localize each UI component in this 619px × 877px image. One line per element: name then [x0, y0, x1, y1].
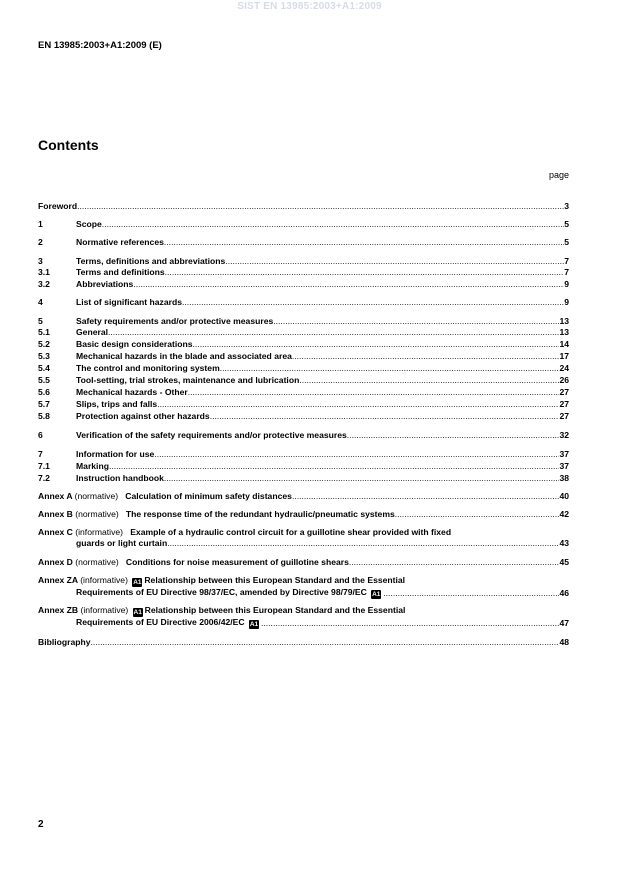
toc-entry-7-2[interactable] [38, 473, 569, 484]
toc-entry-7[interactable] [38, 449, 569, 460]
amendment-end-marker: A1 [372, 591, 381, 598]
toc-title: Normative references [76, 237, 164, 247]
toc-entry-annex-c[interactable] [38, 527, 569, 549]
toc-title: List of significant hazards [76, 297, 183, 307]
toc-title: Slips, trips and falls [76, 399, 158, 409]
toc-title: Foreword [38, 201, 78, 211]
toc-page: 27 [559, 411, 569, 421]
toc-number: 5.4 [38, 363, 50, 373]
annex-label: Annex ZB [38, 605, 79, 615]
toc-entry-5-7[interactable] [38, 399, 569, 410]
toc-entry-foreword[interactable] [38, 201, 569, 212]
amendment-end-marker: A1 [249, 621, 259, 628]
toc-entry-bibliography[interactable] [38, 637, 569, 648]
annex-type: (normative) [75, 557, 119, 567]
toc-title-line-1: Relationship between this European Standard and the Essential [144, 605, 406, 615]
toc-page: 37 [559, 449, 569, 459]
toc-title: Calculation of minimum safety distances [125, 491, 292, 501]
annex-type: (informative) [80, 605, 129, 615]
toc-entry-6[interactable] [38, 430, 569, 441]
toc-number: 5 [38, 316, 43, 326]
toc-title-line-2: guards or light curtain [76, 538, 168, 548]
toc-page: 27 [559, 399, 569, 409]
toc-number: 7 [38, 449, 43, 459]
toc-entry-4[interactable] [38, 297, 569, 308]
toc-page: 5 [564, 219, 569, 229]
toc-number: 4 [38, 297, 43, 307]
toc-page: 14 [559, 339, 569, 349]
annex-label: Annex D [38, 557, 73, 567]
toc-number: 5.6 [38, 387, 50, 397]
toc-page: 5 [564, 237, 569, 247]
toc-number: 5.8 [38, 411, 50, 421]
toc-number: 7.2 [38, 473, 50, 483]
toc-title: Mechanical hazards in the blade and associated area [76, 351, 292, 361]
toc-number: 5.5 [38, 375, 50, 385]
annex-label: Annex C [38, 527, 73, 537]
toc-title-line-1: Relationship between this European Standard and the Essential [144, 575, 406, 585]
toc-page: 42 [559, 509, 569, 519]
toc-title: Safety requirements and/or protective measures [76, 316, 274, 326]
annex-label: Annex A [38, 491, 73, 501]
annex-type: (normative) [75, 509, 119, 519]
toc-page: 9 [564, 279, 569, 289]
toc-page: 48 [559, 637, 569, 647]
annex-type: (informative) [80, 575, 128, 585]
toc-title: Protection against other hazards [76, 411, 210, 421]
toc-title: Basic design considerations [76, 339, 193, 349]
toc-page: 17 [559, 351, 569, 361]
toc-page: 38 [559, 473, 569, 483]
document-id-header: EN 13985:2003+A1:2009 (E) [38, 40, 162, 51]
toc-entry-3[interactable] [38, 256, 569, 267]
toc-page: 26 [559, 375, 569, 385]
toc-title: Mechanical hazards - Other [76, 387, 188, 397]
toc-page: 37 [559, 461, 569, 471]
toc-number: 3.1 [38, 267, 50, 277]
toc-page: 13 [559, 316, 569, 326]
toc-title: Bibliography [38, 637, 91, 647]
toc-entry-annex-zb[interactable] [38, 605, 569, 629]
toc-title: Verification of the safety requirements and/or protective measures [76, 430, 347, 440]
toc-title: General [76, 327, 109, 337]
toc-entry-3-1[interactable] [38, 267, 569, 278]
toc-entry-5-3[interactable] [38, 351, 569, 362]
toc-entry-2[interactable] [38, 237, 569, 248]
annex-type: (informative) [75, 527, 124, 537]
toc-page: 45 [559, 557, 569, 567]
toc-entry-5[interactable] [38, 316, 569, 327]
toc-title: Terms, definitions and abbreviations [76, 256, 226, 266]
toc-page: 40 [559, 491, 569, 501]
toc-entry-annex-a[interactable] [38, 491, 569, 502]
toc-entry-5-8[interactable] [38, 411, 569, 422]
toc-entry-5-4[interactable] [38, 363, 569, 374]
toc-title: Terms and definitions [76, 267, 165, 277]
toc-entry-1[interactable] [38, 219, 569, 230]
annex-label: Annex ZA [38, 575, 78, 585]
amendment-start-marker: A1 [133, 609, 142, 616]
toc-title: Information for use [76, 449, 155, 459]
contents-heading: Contents [38, 137, 99, 153]
toc-title: The control and monitoring system [76, 363, 220, 373]
toc-title: Instruction handbook [76, 473, 164, 483]
toc-number: 2 [38, 237, 43, 247]
toc-number: 5.3 [38, 351, 50, 361]
toc-page: 46 [559, 588, 569, 598]
toc-title: Conditions for noise measurement of guillotine shears [125, 557, 349, 567]
toc-title-line-2: Requirements of EU Directive 2006/42/EC [76, 617, 245, 627]
toc-page: 32 [559, 430, 569, 440]
toc-title-line-1: Example of a hydraulic control circuit for a guillotine shear provided with fixed [130, 527, 452, 537]
toc-page: 3 [564, 201, 569, 211]
toc-number: 3.2 [38, 279, 50, 289]
toc-number: 7.1 [38, 461, 50, 471]
toc-number: 5.1 [38, 327, 50, 337]
toc-page: 27 [559, 387, 569, 397]
toc-entry-5-1[interactable] [38, 327, 569, 338]
toc-title: The response time of the redundant hydraulic/pneumatic systems [125, 509, 395, 519]
toc-number: 5.7 [38, 399, 50, 409]
toc-title: Tool-setting, trial strokes, maintenance and lubrication [76, 375, 300, 385]
toc-number: 3 [38, 256, 43, 266]
page-column-label: page [548, 170, 569, 180]
toc-entry-7-1[interactable] [38, 461, 569, 472]
toc-page: 9 [564, 297, 569, 307]
annex-type: (normative) [74, 491, 119, 501]
toc-entry-annex-za[interactable] [38, 575, 569, 599]
toc-entry-annex-d[interactable] [38, 557, 569, 568]
annex-label: Annex B [38, 509, 73, 519]
toc-title: Abbreviations [76, 279, 134, 289]
toc-entry-annex-b[interactable] [38, 509, 569, 520]
toc-title: Scope [76, 219, 102, 229]
toc-number: 5.2 [38, 339, 50, 349]
toc-entry-5-5[interactable] [38, 375, 569, 386]
toc-entry-3-2[interactable] [38, 279, 569, 290]
toc-title: Marking [76, 461, 109, 471]
toc-entry-5-6[interactable] [38, 387, 569, 398]
toc-number: 6 [38, 430, 43, 440]
toc-number: 1 [38, 219, 43, 229]
amendment-start-marker: A1 [133, 579, 142, 586]
toc-page: 7 [564, 256, 569, 266]
toc-entry-5-2[interactable] [38, 339, 569, 350]
toc-page: 47 [559, 618, 569, 628]
toc-page: 7 [564, 267, 569, 277]
toc-page: 43 [559, 538, 569, 548]
toc-page: 24 [559, 363, 569, 373]
watermark: SIST EN 13985:2003+A1:2009 [237, 1, 382, 12]
toc-page: 13 [559, 327, 569, 337]
toc-title-line-2: Requirements of EU Directive 98/37/EC, amended by Directive 98/79/EC [76, 587, 367, 597]
page-number: 2 [38, 819, 44, 830]
